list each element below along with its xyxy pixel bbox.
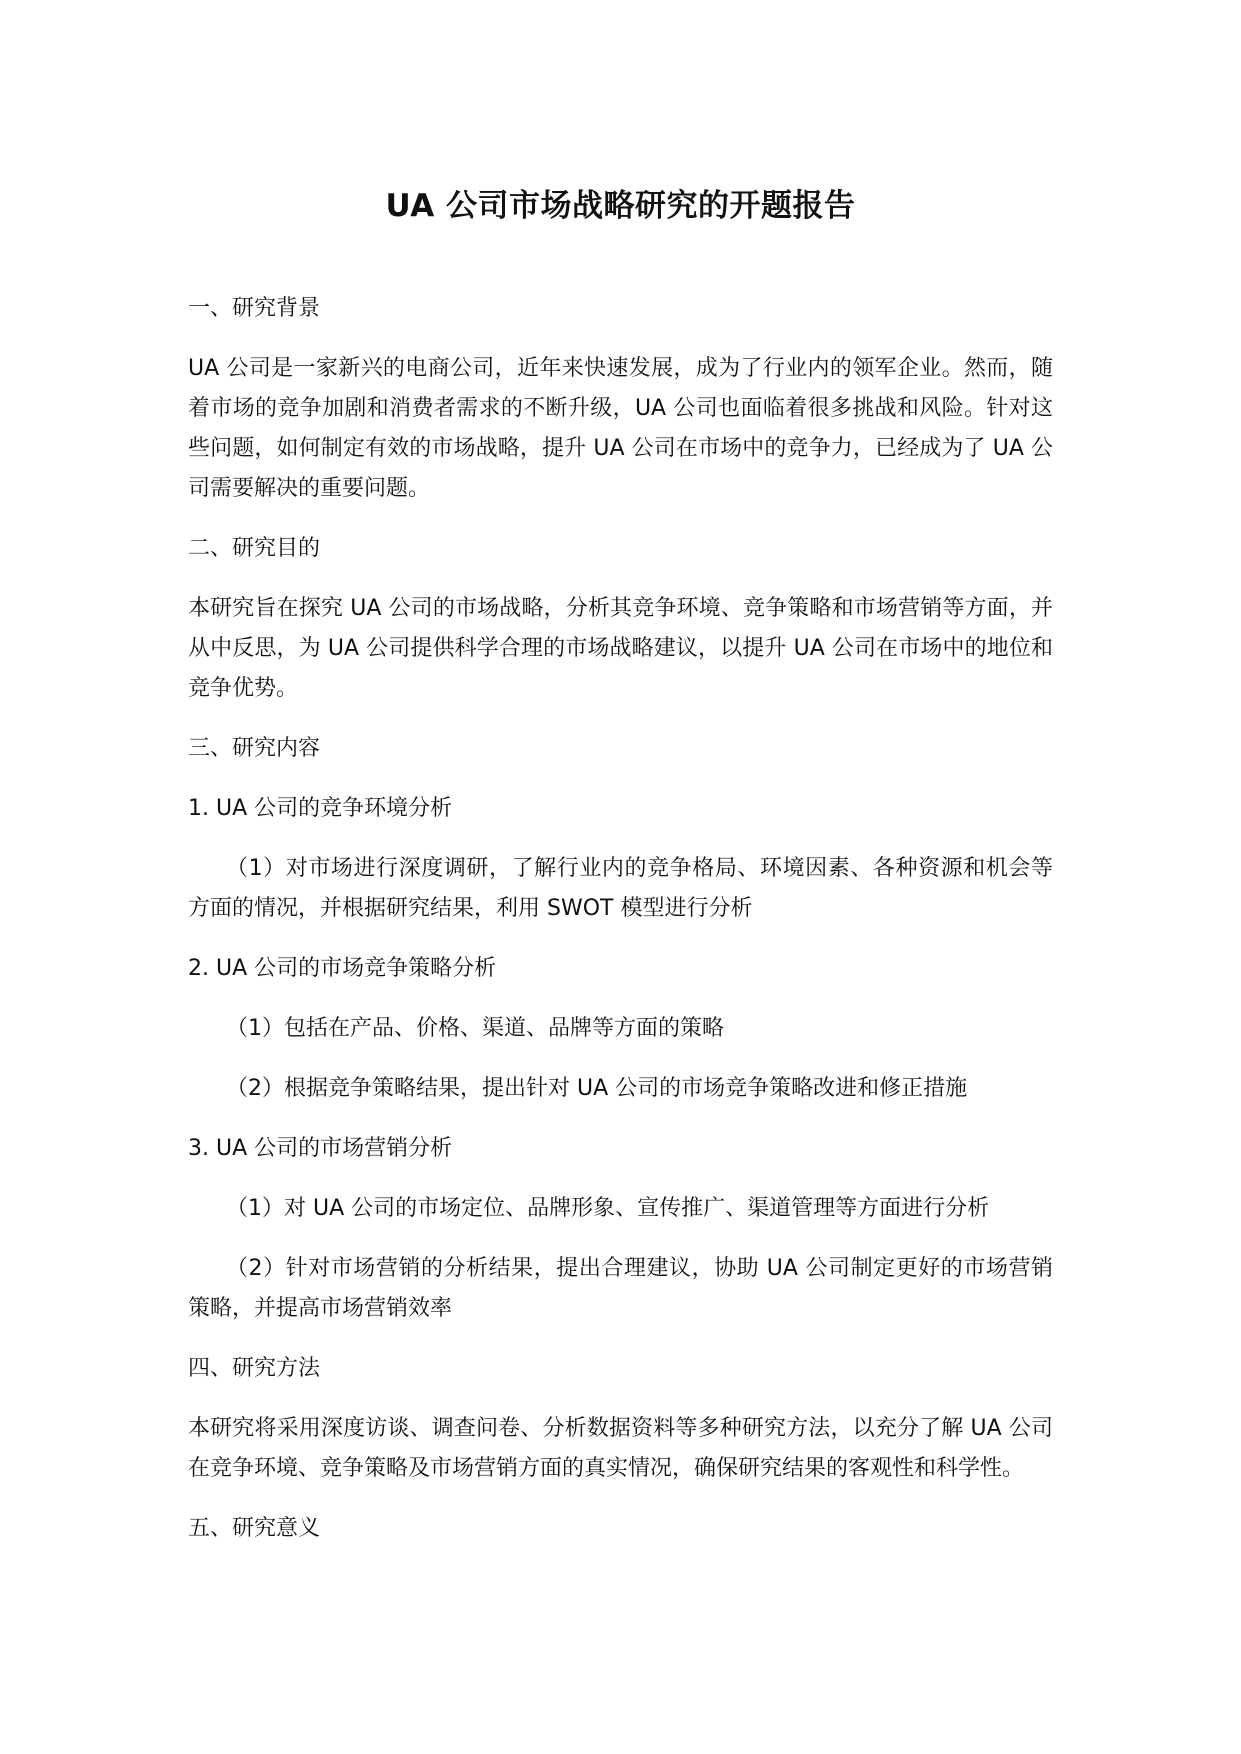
list-item: （1）包括在产品、价格、渠道、品牌等方面的策略 [226,1016,724,1041]
section-paragraph-method: 本研究将采用深度访谈、调查问卷、分析数据资料等多种研究方法，以充分了解 UA 公司在竞争环境、竞争策略及市场营销方面的真实情况，确保研究结果的客观性和科学性。 [188,1416,1053,1481]
section-heading-purpose: 二、研究目的 [188,536,321,561]
list-item: （1）对市场进行深度调研，了解行业内的竞争格局、环境因素、各种资源和机会等方面的情况，并根据研究结果，利用 SWOT 模型进行分析 [188,856,1053,921]
section-heading-significance: 五、研究意义 [188,1516,321,1541]
subsection-title-competitive-environment: 1. UA 公司的竞争环境分析 [188,796,453,821]
subsection-title-competitive-strategy: 2. UA 公司的市场竞争策略分析 [188,956,497,981]
section-heading-background: 一、研究背景 [188,296,321,321]
section-paragraph-background: UA 公司是一家新兴的电商公司，近年来快速发展，成为了行业内的领军企业。然而，随着市场的竞争加剧和消费者需求的不断升级，UA 公司也面临着很多挑战和风险。针对这些问题，如何制定有效的市场战略，提升 UA 公司在市场中的竞争力，已经成为了 UA 公司需要解决的重要问题。 [188,356,1053,501]
section-paragraph-purpose: 本研究旨在探究 UA 公司的市场战略，分析其竞争环境、竞争策略和市场营销等方面，并从中反思，为 UA 公司提供科学合理的市场战略建议，以提升 UA 公司在市场中的地位和竞争优势。 [188,596,1053,701]
list-item: （1）对 UA 公司的市场定位、品牌形象、宣传推广、渠道管理等方面进行分析 [226,1196,990,1221]
list-item: （2）根据竞争策略结果，提出针对 UA 公司的市场竞争策略改进和修正措施 [226,1076,968,1101]
document-title: UA 公司市场战略研究的开题报告 [385,188,856,224]
list-item: （2）针对市场营销的分析结果，提出合理建议，协助 UA 公司制定更好的市场营销策略，并提高市场营销效率 [188,1256,1053,1321]
subsection-title-marketing: 3. UA 公司的市场营销分析 [188,1136,453,1161]
section-heading-content: 三、研究内容 [188,736,321,761]
section-heading-method: 四、研究方法 [188,1356,321,1381]
